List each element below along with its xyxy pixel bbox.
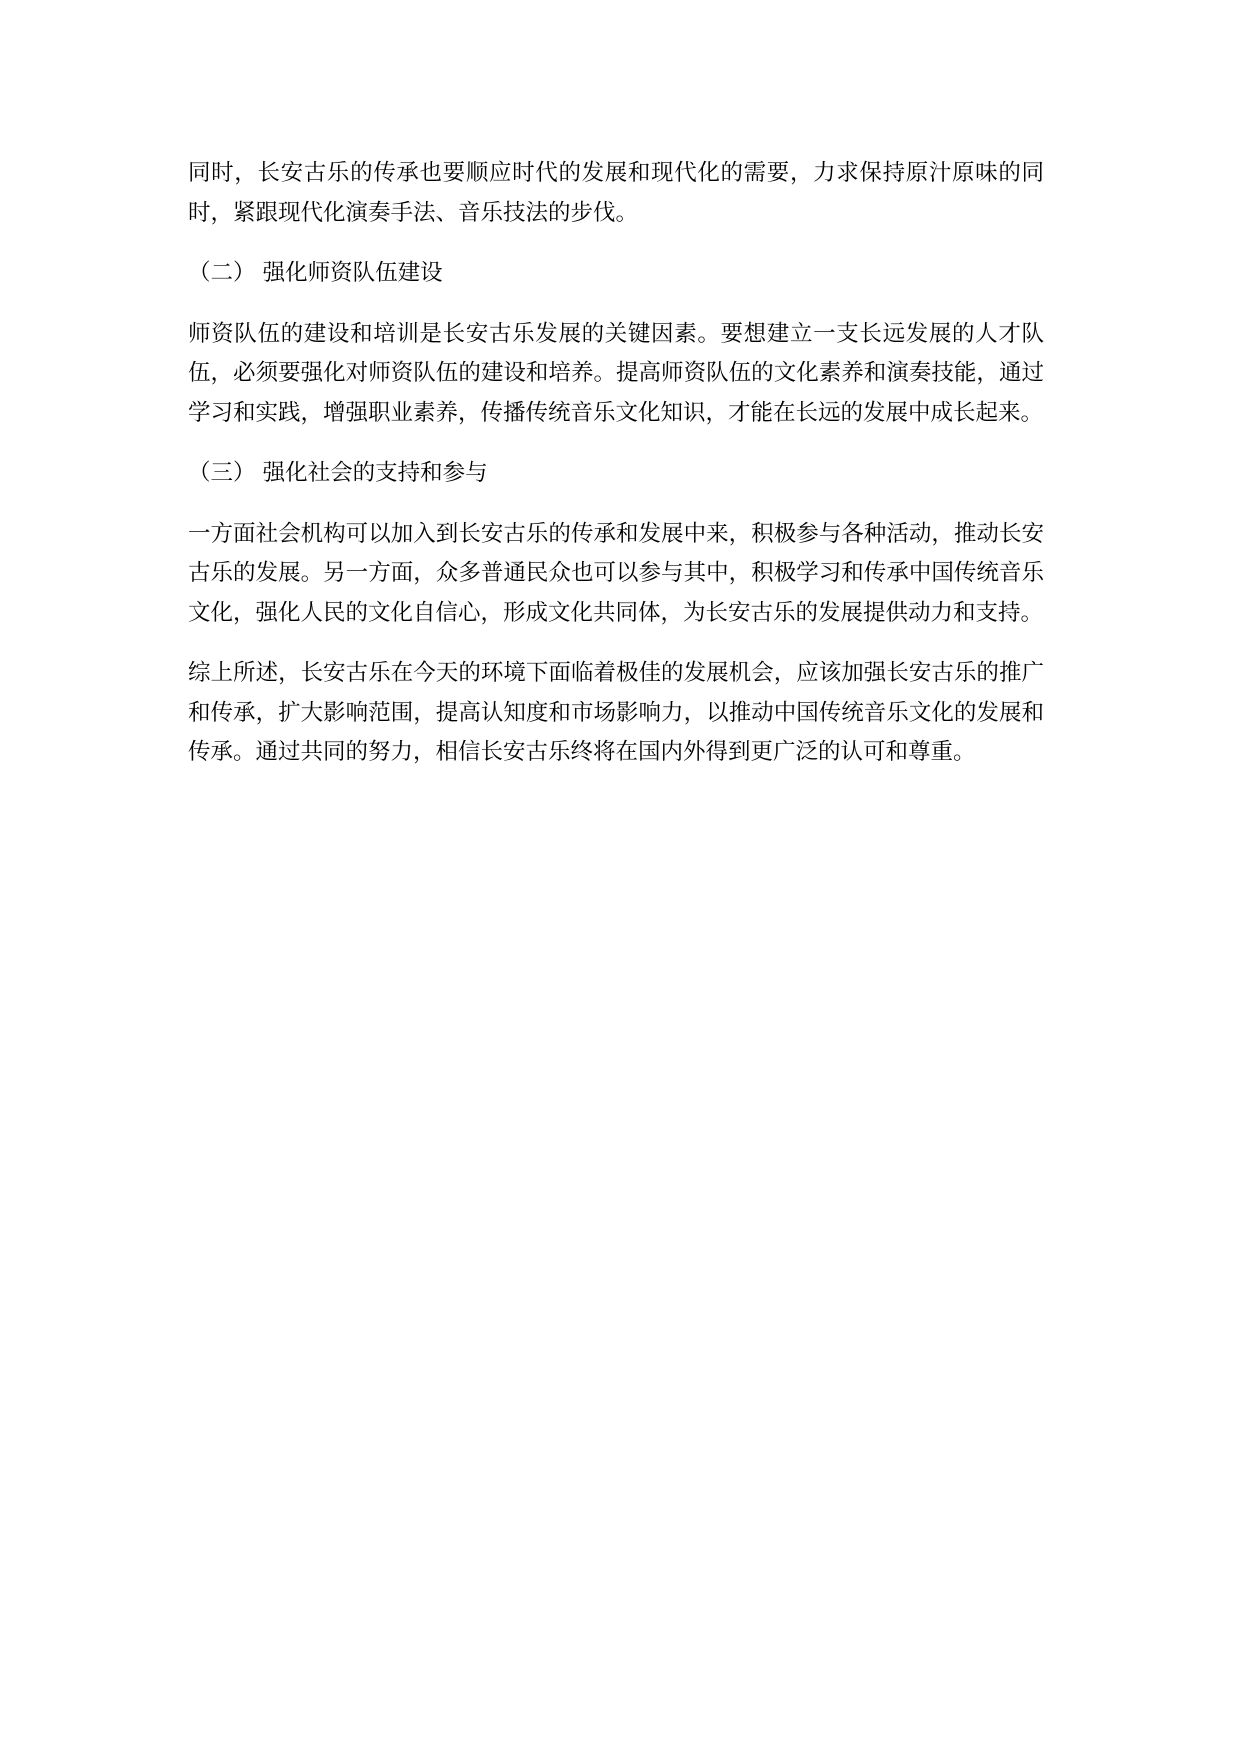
paragraph-continuation: 同时，长安古乐的传承也要顺应时代的发展和现代化的需要，力求保持原汁原味的同时，紧跟现代化演奏手法、音乐技法的步伐。 (188, 160, 1044, 226)
document-body (188, 154, 1044, 794)
section-heading-3: （三） 强化社会的支持和参与 (188, 460, 488, 486)
paragraph-conclusion: 综上所述，长安古乐在今天的环境下面临着极佳的发展机会，应该加强长安古乐的推广和传承，扩大影响范围，提高认知度和市场影响力，以推动中国传统音乐文化的发展和传承。通过共同的努力，相信长安古乐终将在国内外得到更广泛的认可和尊重。 (188, 660, 1044, 765)
paragraph-social-support: 一方面社会机构可以加入到长安古乐的传承和发展中来，积极参与各种活动，推动长安古乐的发展。另一方面，众多普通民众也可以参与其中，积极学习和传承中国传统音乐文化，强化人民的文化自信心，形成文化共同体，为长安古乐的发展提供动力和支持。 (188, 520, 1044, 626)
section-heading-2: （二） 强化师资队伍建设 (188, 260, 443, 286)
paragraph-teacher-team: 师资队伍的建设和培训是长安古乐发展的关键因素。要想建立一支长远发展的人才队伍，必须要强化对师资队伍的建设和培养。提高师资队伍的文化素养和演奏技能，通过学习和实践，增强职业素养，传播传统音乐文化知识，才能在长远的发展中成长起来。 (188, 320, 1044, 426)
